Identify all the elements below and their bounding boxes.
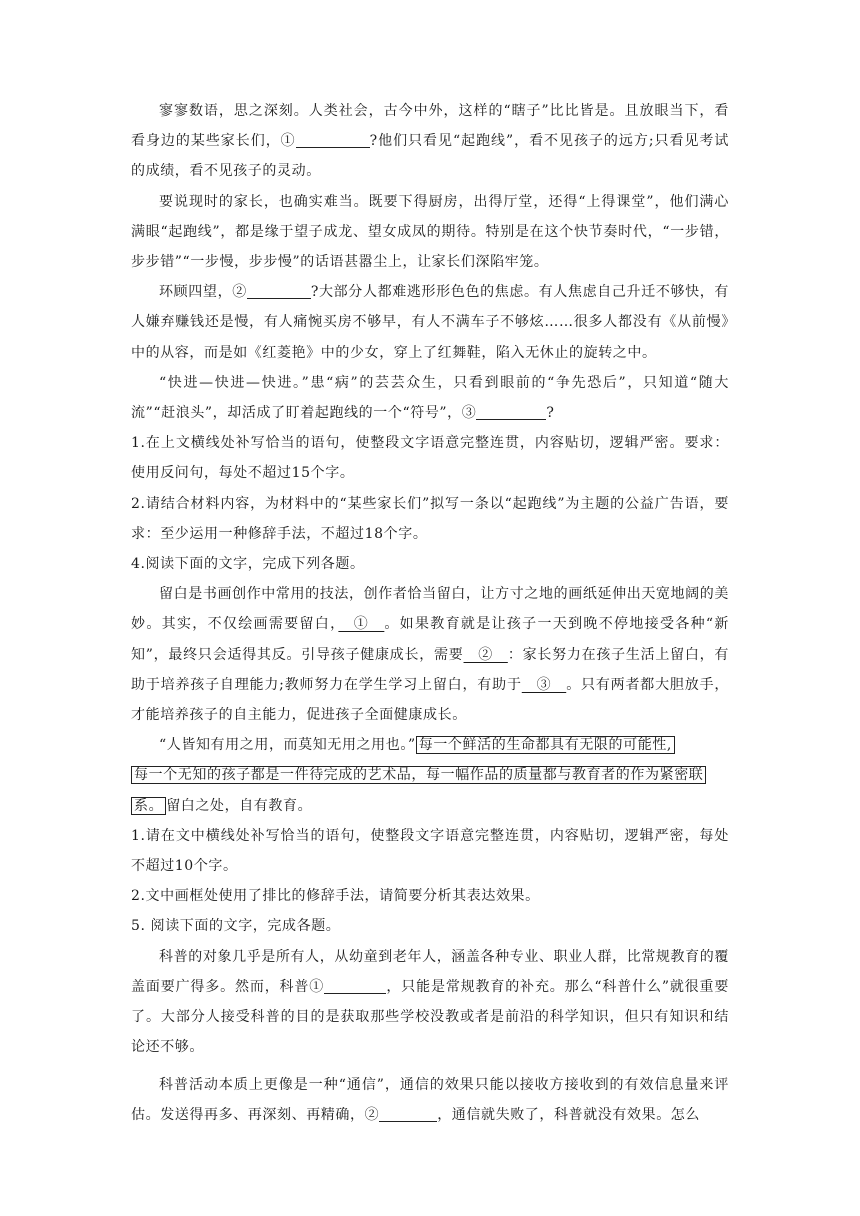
fill-blank-q5-2[interactable]	[379, 1106, 437, 1122]
fill-blank-q4-1[interactable]: ①	[338, 616, 385, 633]
paragraph-3	[131, 277, 729, 368]
paragraph-8-text-b: ，通信就失败了，科普就没有效果。怎么	[437, 1106, 701, 1123]
paragraph-2: 要说现时的家长，也确实难当。既要下得厨房，出得厅堂，还得“上得课堂”，他们满心满眼“起跑线”，都是缘于望子成龙、望女成凤的期待。特别是在这个快节奏时代，“一步错，步步错”“一步慢，步步慢”的话语甚嚣尘上，让家长们深陷牢笼。	[131, 193, 729, 271]
fill-blank-q4-3[interactable]: ③	[521, 676, 567, 693]
paragraph-5-text-c: ：家长努力在孩子生活上留白，有助于培养孩子自理能力;教师努力在学生学习上留白，有助于	[131, 646, 729, 693]
question-4-2: 2.文中画框处使用了排比的修辞手法，请简要分析其表达效果。	[131, 888, 540, 905]
paragraph-8-text-a: 科普活动本质上更像是一种“通信”，通信的效果只能以接收方接收到的有效信息量来评估。发送得再多、再深刻、再精确，②	[131, 1076, 729, 1123]
question-2: 2.请结合材料内容，为材料中的“某些家长们”拟写一条以“起跑线”为主题的公益广告语，要求：至少运用一种修辞手法，不超过18个字。	[131, 495, 729, 542]
paragraph-5	[131, 579, 729, 730]
boxed-text-line-1: 每一个鲜活的生命都具有无限的可能性,	[416, 736, 675, 754]
paragraph-4	[131, 368, 729, 428]
fill-blank-q4-2[interactable]: ②	[463, 646, 508, 663]
paragraph-7	[131, 942, 729, 1063]
boxed-text-line-3: 系。	[131, 797, 166, 815]
paragraph-7-text-a: 科普的对象几乎是所有人，从幼童到老年人，涵盖各种专业、职业人群，比常规教育的覆盖面要广得多。然而，科普①	[131, 948, 729, 995]
paragraph-4-text-b: ?	[546, 405, 555, 422]
paragraph-3-text-b: ?大部分人都难逃形形色色的焦虑。有人焦虑自己升迁不够快，有人嫌弃赚钱还是慢，有人痛惋买房不够早，有人不满车子不够炫……很多人都没有《从前慢》中的从容，而是如《红菱艳》中的少女，穿上了红舞鞋，陷入无休止的旋转之中。	[131, 284, 730, 361]
paragraph-7-text-b: ，只能是常规教育的补充。那么“科普什么”就很重要了。大部分人接受科普的目的是获取那些学校没教或者是前沿的科学知识，但只有知识和结论还不够。	[131, 978, 729, 1056]
fill-blank-3[interactable]	[476, 404, 546, 420]
paragraph-1-text-b: ?他们只看见“起跑线”，看不见孩子的远方;只看见考试的成绩，看不见孩子的灵动。	[131, 133, 729, 180]
boxed-text-line-2: 每一个无知的孩子都是一件待完成的艺术品，每一幅作品的质量都与教育者的作为紧密联	[131, 766, 706, 784]
paragraph-5-text-d: 。只有两者都大胆放手，才能培养孩子的自主能力，促进孩子全面健康成长。	[131, 676, 729, 724]
fill-blank-q5-1[interactable]	[324, 978, 386, 994]
paragraph-8	[131, 1070, 729, 1130]
fill-blank-2[interactable]	[247, 283, 311, 299]
question-1: 1.在上文横线处补写恰当的语句，使整段文字语意完整连贯，内容贴切，逻辑严密。要求：使用反问句，每处不超过15个字。	[131, 435, 729, 482]
paragraph-1	[131, 96, 729, 187]
question-4-1: 1.请在文中横线处补写恰当的语句，使整段文字语意完整连贯，内容贴切，逻辑严密，每处不超过10个字。	[131, 827, 729, 875]
paragraph-1-text-a: 寥寥数语，思之深刻。人类社会，古今中外，这样的“瞎子”比比皆是。且放眼当下，看看身边的某些家长们，①	[131, 103, 729, 150]
paragraph-5-text-a: 留白是书画创作中常用的技法，创作者恰当留白，让方寸之地的画纸延伸出天宽地阔的美妙。其实，不仅绘画需要留白，	[131, 586, 729, 633]
paragraph-3-text-a: 环顾四望，②	[159, 284, 247, 301]
paragraph-5-text-b: 。如果教育就是让孩子一天到晚不停地接受各种“新知”，最终只会适得其反。引导孩子健康成长，需要	[131, 616, 729, 663]
question-4-heading: 4.阅读下面的文字，完成下列各题。	[131, 556, 365, 573]
question-5-heading: 5. 阅读下面的文字，完成各题。	[131, 918, 341, 935]
paragraph-6-quote: “人皆知有用之用，而莫知无用之用也。”	[159, 737, 416, 754]
paragraph-4-text-a: “快进—快进—快进。”患“病”的芸芸众生，只看到眼前的“争先恐后”，只知道“随大流”“赶浪头”，却活成了盯着起跑线的一个“符号”，③	[131, 374, 729, 422]
paragraph-6	[131, 730, 729, 821]
fill-blank-1[interactable]	[296, 132, 370, 148]
paragraph-6-text-end: 留白之处，自有教育。	[166, 797, 313, 814]
